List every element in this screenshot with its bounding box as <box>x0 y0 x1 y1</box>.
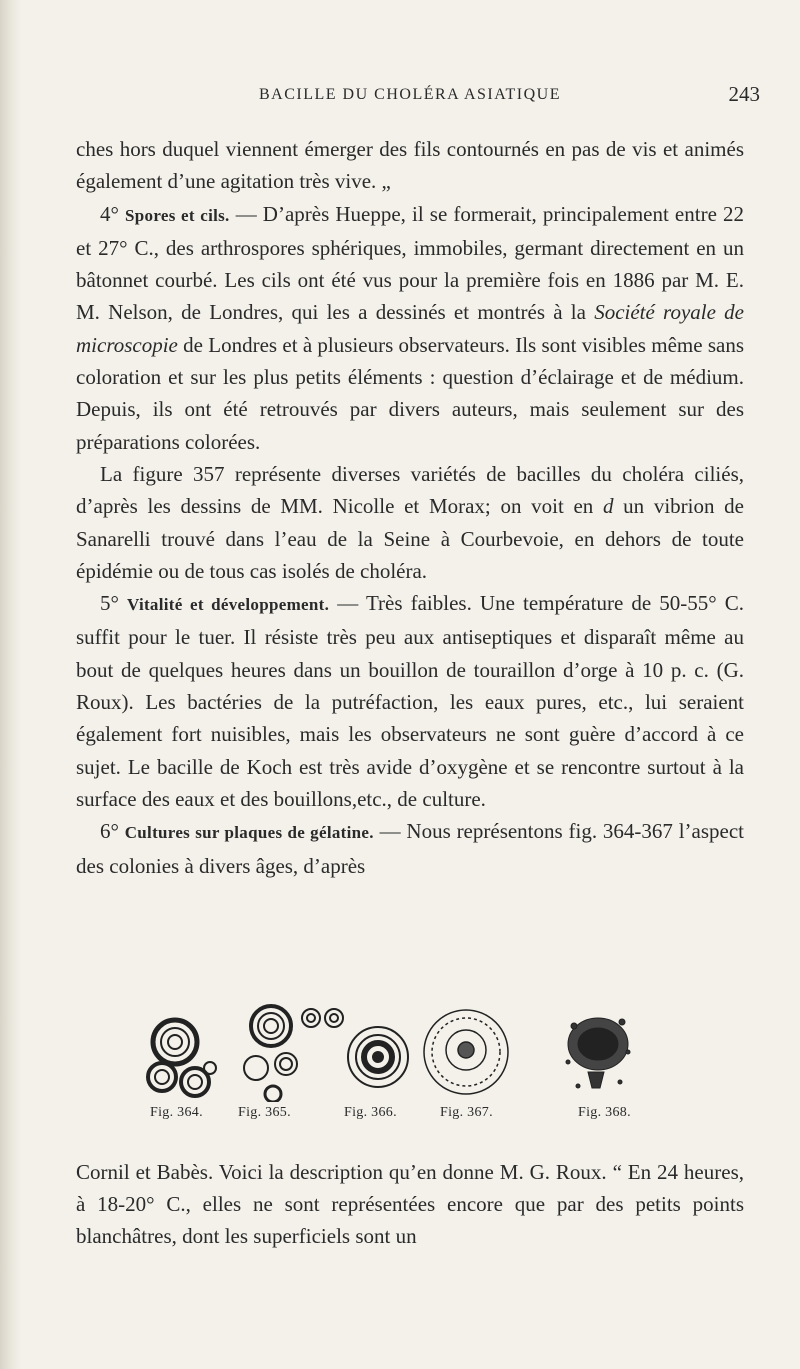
figure-365-colonies <box>226 1002 356 1102</box>
figure-368 <box>548 1002 658 1120</box>
figure-367 <box>416 1002 516 1120</box>
paragraph-3a-text: La figure 357 représente diverses variétés de bacilles du choléra ciliés, d’après les dessins de MM. Nicolle et Morax; on voit en <box>76 461 744 519</box>
figure-strip <box>140 1002 740 1152</box>
paragraph-5-text: — Nous représentons fig. 364-367 l’aspect des colonies à divers âges, d’après <box>76 819 744 878</box>
figure-368-colony <box>548 1002 658 1102</box>
figure-366 <box>338 1002 418 1120</box>
paragraph-spores-cils <box>76 198 744 458</box>
page-binding-shadow <box>0 0 22 1369</box>
paragraph-roux-description <box>76 1156 744 1252</box>
italic-society-name: Société royale de microscopie <box>76 300 744 357</box>
italic-letter-d: d <box>602 494 614 519</box>
paragraph-2b-text: de Londres et à plusieurs observateurs. Ils sont visibles même sans coloration et sur les plus petits éléments : question d’éclairage et de médium. Depuis, ils ont été retrouvés par divers auteurs, mais seulement sur des préparations colorées. <box>76 332 744 454</box>
page-header <box>60 82 760 112</box>
figure-367-caption: Fig. 367. <box>440 1105 493 1120</box>
section-heading-spores: Spores et cils. <box>125 205 230 225</box>
paragraph-1-text: ches hors duquel viennent émerger des fils contournés en pas de vis et animés également d’une agitation très vive. „ <box>76 137 744 194</box>
paragraph-continuation <box>76 133 744 198</box>
figure-366-colony <box>338 1002 418 1102</box>
section-number: 5° <box>100 591 119 616</box>
paragraph-cultures <box>76 815 744 882</box>
section-number: 4° <box>100 201 119 226</box>
figure-365-caption: Fig. 365. <box>238 1105 291 1120</box>
paragraph-6-text: Cornil et Babès. Voici la description qu’en donne M. G. Roux. “ En 24 heures, à 18-20° C., elles ne sont représentées encore que par des petits points blanchâtres, dont les superficiels sont un <box>76 1160 744 1248</box>
section-number: 6° <box>100 819 119 844</box>
figure-366-caption: Fig. 366. <box>344 1105 397 1120</box>
paragraph-figure-357 <box>76 458 744 587</box>
paragraph-4-text: — Très faibles. Une température de 50-55° C. suffit pour le tuer. Il résiste très peu aux antiseptiques et disparaît même au bout de quelques heures dans un bouillon de touraillon d’orge à 10 p. c. (G. Roux). Les bactéries de la putréfaction, les eaux pures, etc., lui seraient également fort nuisibles, mais les observateurs ne sont guère d’accord à ce sujet. Le bacille de Koch est très avide d’oxygène et se rencontre surtout à la surface des eaux et des bouillons,etc., de culture. <box>76 591 744 811</box>
figure-367-colony <box>416 1002 516 1102</box>
figure-365 <box>226 1002 356 1120</box>
page-number: 243 <box>728 82 760 106</box>
body-text-top <box>76 133 744 882</box>
figure-364-caption: Fig. 364. <box>150 1105 203 1120</box>
section-heading-cultures: Cultures sur plaques de gélatine. <box>124 823 374 843</box>
paragraph-3b-text: un vibrion de Sanarelli trouvé dans l’eau de la Seine à Courbevoie, en dehors de toute épidémie ou de tous cas isolés de choléra. <box>76 494 744 583</box>
paragraph-vitalite <box>76 587 744 815</box>
figure-368-caption: Fig. 368. <box>578 1105 631 1120</box>
body-text-bottom <box>76 1156 744 1252</box>
running-title: BACILLE DU CHOLÉRA ASIATIQUE <box>259 86 561 103</box>
paragraph-2a-text: — D’après Hueppe, il se formerait, principalement entre 22 et 27° C., des arthrospores sphériques, immobiles, germant directement en un bâtonnet courbé. Les cils ont été vus pour la première fois en 1886 par M. E. M. Nelson, de Londres, qui les a dessinés et montrés à la <box>76 201 744 325</box>
section-heading-vitalite: Vitalité et développement. <box>127 595 330 615</box>
